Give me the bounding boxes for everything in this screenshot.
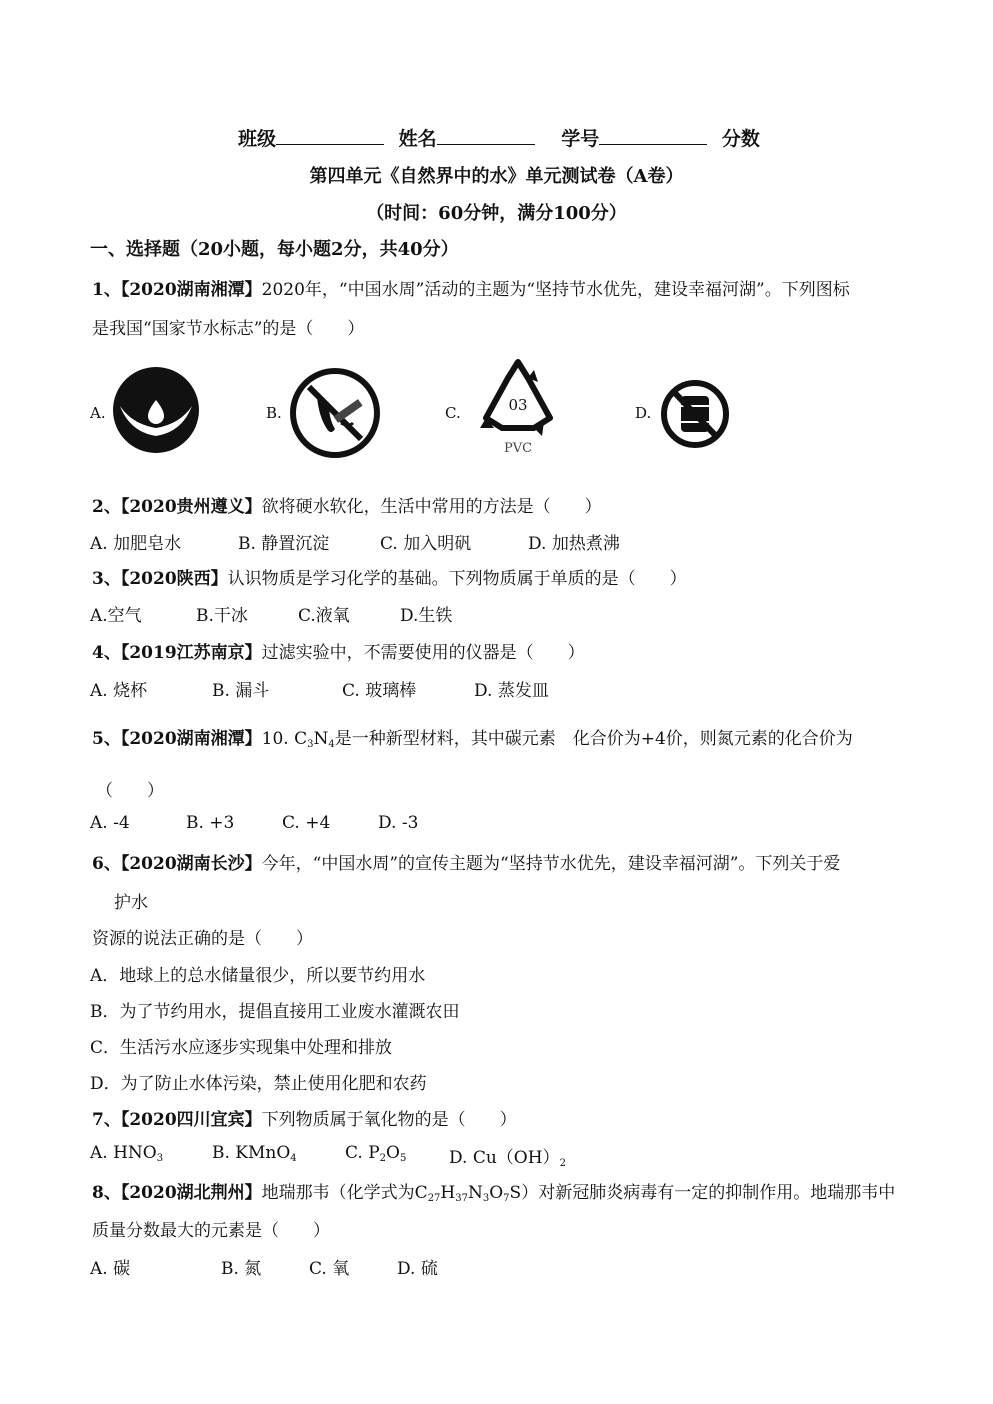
class-blank[interactable] [276,126,384,145]
question-6-line3: 资源的说法正确的是（ ） [92,929,313,949]
question-1-line1 [92,275,850,300]
q2-option-b[interactable]: B. 静置沉淀 [238,534,330,554]
q8-option-d[interactable]: D. 硫 [397,1259,438,1279]
question-7 [92,1105,517,1130]
q2-option-a[interactable]: A. 加肥皂水 [90,534,182,554]
formula-part: N [467,1183,483,1203]
question-number: 6、 [92,854,121,874]
question-8-line2: 质量分数最大的元素是（ ） [92,1221,330,1241]
option-text: B. KMnO [212,1143,291,1163]
subscript: 5 [399,1153,407,1164]
no-smoking-icon [289,367,381,459]
question-source: 【2019江苏南京】 [120,643,262,663]
question-source: 【2020四川宜宾】 [120,1110,262,1130]
question-text: 过滤实验中，不需要使用的仪器是（ ） [261,643,585,663]
exam-time-info: （时间：60分钟，满分100分） [366,203,627,224]
id-label: 学号 [561,128,600,150]
id-blank[interactable] [599,126,707,145]
q6-option-c[interactable]: C．生活污水应逐步实现集中处理和排放 [90,1038,393,1058]
option-text: C. P [345,1143,380,1163]
water-saving-icon [112,366,200,454]
q1-option-b[interactable]: B. [266,404,282,422]
formula-part: O [489,1183,504,1203]
q2-option-c[interactable]: C. 加入明矾 [380,534,472,554]
q3-option-a[interactable]: A.空气 [90,606,142,626]
question-8-line1 [92,1178,895,1203]
subscript: 3 [307,739,314,750]
q5-option-a[interactable]: A. -4 [90,813,130,833]
question-5-line1 [92,724,853,749]
question-text: 地瑞那韦（化学式为C [261,1183,428,1203]
subscript: 37 [455,1193,468,1204]
question-2 [92,492,602,517]
recycle-text: PVC [503,441,533,456]
question-text-pre: 10. C [261,729,308,749]
no-drum-icon [660,374,730,456]
formula-part: H [440,1183,456,1203]
question-4 [92,638,585,663]
q1-option-d[interactable]: D. [635,404,652,422]
question-source: 【2020湖南长沙】 [120,854,262,874]
q7-option-d[interactable] [449,1143,566,1168]
student-info-line [238,124,760,151]
question-text: 下列物质属于氧化物的是（ ） [261,1110,517,1130]
q5-option-c[interactable]: C. +4 [282,813,331,833]
question-source: 【2020贵州遵义】 [120,497,262,517]
section-heading: 一、选择题（20小题，每小题2分，共40分） [90,239,459,260]
question-number: 2、 [92,497,121,517]
q3-option-b[interactable]: B.干冰 [196,606,248,626]
question-text: 认识物质是学习化学的基础。下列物质属于单质的是（ ） [227,569,687,589]
q4-option-c[interactable]: C. 玻璃棒 [342,681,417,701]
question-text: 2020年，“中国水周”活动的主题为“坚持节水优先，建设幸福河湖”。下列图标 [261,280,850,300]
subscript: 4 [328,739,335,750]
question-source: 【2020湖南湘潭】 [120,280,262,300]
name-label: 姓名 [398,128,437,150]
question-6-line2: 护水 [114,893,148,913]
option-text: D. Cu（OH） [449,1148,560,1168]
question-source: 【2020湖南湘潭】 [120,729,262,749]
q3-option-c[interactable]: C.液氧 [298,606,350,626]
question-number: 7、 [92,1110,121,1130]
question-text-post: 是一种新型材料，其中碳元素 化合价为+4价，则氮元素的化合价为 [334,729,853,749]
question-source: 【2020湖北荆州】 [120,1183,262,1203]
q1-option-a[interactable]: A. [90,404,106,422]
option-text: A. HNO [90,1143,157,1163]
name-blank[interactable] [437,126,535,145]
question-6-line1 [92,849,840,874]
q1-option-c[interactable]: C. [445,404,461,422]
q2-option-d[interactable]: D. 加热煮沸 [528,534,620,554]
question-text: 今年，“中国水周”的宣传主题为“坚持节水优先，建设幸福河湖”。下列关于爱 [261,854,841,874]
q4-option-d[interactable]: D. 蒸发皿 [474,681,549,701]
q5-option-b[interactable]: B. +3 [186,813,235,833]
q6-option-b[interactable]: B．为了节约用水，提倡直接用工业废水灌溉农田 [90,1002,460,1022]
q5-option-d[interactable]: D. -3 [378,813,419,833]
subscript: 27 [427,1193,441,1204]
class-label: 班级 [238,128,277,150]
subscript: 2 [559,1158,566,1169]
formula-part: N [313,729,329,749]
score-label: 分数 [721,128,760,150]
q6-option-a[interactable]: A．地球上的总水储量很少，所以要节约用水 [90,966,426,986]
q7-option-c[interactable] [345,1143,406,1163]
question-number: 1、 [92,280,121,300]
subscript: 3 [482,1193,490,1204]
question-number: 8、 [92,1183,121,1203]
question-text: S）对新冠肺炎病毒有一定的抑制作用。地瑞那韦中 [509,1183,896,1203]
subscript: 4 [290,1153,297,1164]
question-number: 3、 [92,569,121,589]
q3-option-d[interactable]: D.生铁 [400,606,453,626]
option-text: O [386,1143,400,1163]
q8-option-b[interactable]: B. 氮 [221,1259,262,1279]
question-3 [92,564,687,589]
question-source: 【2020陕西】 [120,569,228,589]
exam-title: 第四单元《自然界中的水》单元测试卷（A卷） [309,166,684,187]
question-number: 4、 [92,643,121,663]
subscript: 7 [503,1193,510,1204]
recycle-pvc-icon [472,356,564,456]
q4-option-a[interactable]: A. 烧杯 [90,681,148,701]
q4-option-b[interactable]: B. 漏斗 [212,681,270,701]
q8-option-a[interactable]: A. 碳 [90,1259,131,1279]
recycle-code: 03 [508,396,528,414]
q7-option-b[interactable] [212,1143,297,1163]
q7-option-a[interactable] [90,1143,163,1163]
question-number: 5、 [92,729,121,749]
q6-option-d[interactable]: D．为了防止水体污染，禁止使用化肥和农药 [90,1074,427,1094]
subscript: 3 [156,1153,164,1164]
q8-option-c[interactable]: C. 氧 [309,1259,350,1279]
question-text: 欲将硬水软化，生活中常用的方法是（ ） [261,497,602,517]
question-1-line2: 是我国“国家节水标志”的是（ ） [92,319,365,339]
subscript: 2 [379,1153,387,1164]
question-5-line2: （ ） [96,781,164,801]
